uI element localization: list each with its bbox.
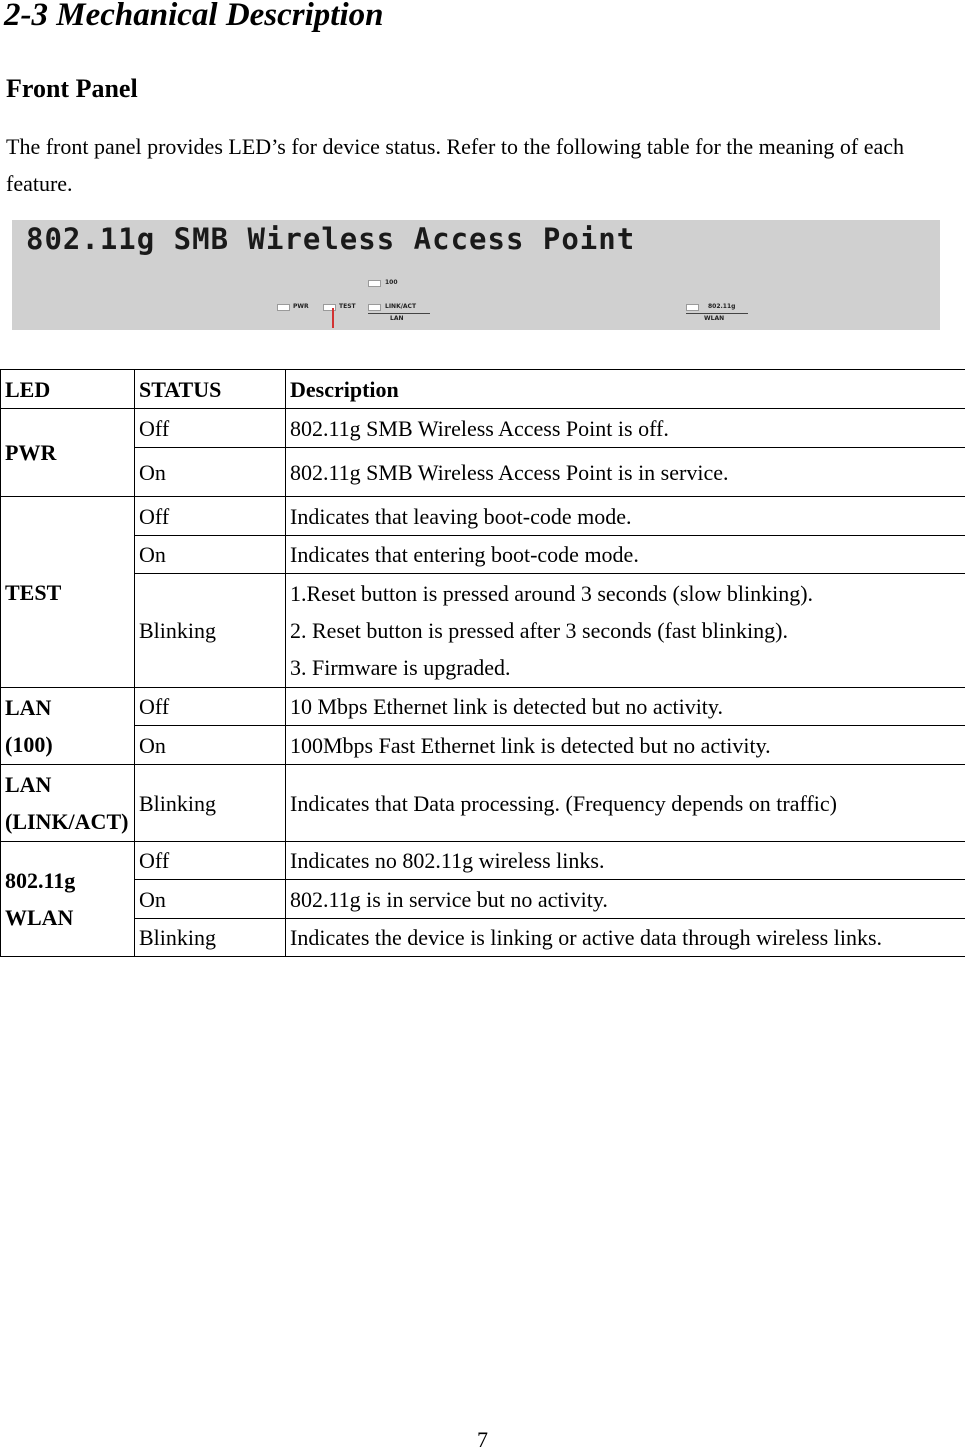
table-row bbox=[1, 688, 965, 726]
led-status-table bbox=[0, 369, 965, 957]
led-cell-lan-linkact bbox=[1, 765, 135, 842]
page-number: 7 bbox=[0, 1425, 965, 1455]
label-80211g: 802.11g bbox=[708, 303, 735, 310]
table-row bbox=[1, 536, 965, 574]
status-cell: Blinking bbox=[135, 919, 286, 957]
table-row bbox=[1, 574, 965, 688]
description-cell: 802.11g is in service but no activity. bbox=[286, 880, 965, 919]
status-cell: On bbox=[135, 726, 286, 765]
label-linkact: LINK/ACT bbox=[385, 303, 416, 310]
description-line: 3. Firmware is upgraded. bbox=[290, 649, 965, 686]
panel-product-label: 802.11g SMB Wireless Access Point bbox=[26, 222, 635, 256]
description-cell: Indicates that Data processing. (Frequency depends on traffic) bbox=[286, 765, 965, 842]
status-cell: On bbox=[135, 880, 286, 919]
table-row bbox=[1, 765, 965, 842]
led-wlan-indicator bbox=[686, 304, 699, 311]
description-cell: 10 Mbps Ethernet link is detected but no activity. bbox=[286, 688, 965, 726]
led-cell-pwr: PWR bbox=[1, 409, 135, 497]
intro-paragraph: The front panel provides LED’s for device status. Refer to the following table for the meaning of each feature. bbox=[6, 128, 956, 202]
led-pwr-indicator bbox=[277, 304, 290, 311]
status-cell: Blinking bbox=[135, 574, 286, 688]
led-name-line: LAN bbox=[5, 766, 134, 803]
led-100-indicator bbox=[368, 280, 381, 287]
description-cell: 802.11g SMB Wireless Access Point is off. bbox=[286, 409, 965, 448]
status-cell: On bbox=[135, 536, 286, 574]
status-cell: Off bbox=[135, 688, 286, 726]
led-linkact-indicator bbox=[368, 304, 381, 311]
status-cell: Off bbox=[135, 409, 286, 448]
description-cell: Indicates no 802.11g wireless links. bbox=[286, 842, 965, 880]
label-pwr: PWR bbox=[293, 303, 309, 310]
header-description: Description bbox=[286, 370, 965, 409]
status-cell: Blinking bbox=[135, 765, 286, 842]
description-line: 1.Reset button is pressed around 3 seconds (slow blinking). bbox=[290, 575, 965, 612]
description-line: 2. Reset button is pressed after 3 seconds (fast blinking). bbox=[290, 612, 965, 649]
label-lan: LAN bbox=[390, 315, 404, 322]
status-cell: On bbox=[135, 448, 286, 497]
led-cell-lan-100 bbox=[1, 688, 135, 765]
label-wlan: WLAN bbox=[704, 315, 724, 322]
description-cell bbox=[286, 574, 965, 688]
table-row bbox=[1, 842, 965, 880]
table-row bbox=[1, 880, 965, 919]
led-name-line: WLAN bbox=[5, 899, 134, 936]
led-name-line: LAN bbox=[5, 689, 134, 726]
front-panel-heading: Front Panel bbox=[6, 72, 138, 106]
header-led: LED bbox=[1, 370, 135, 409]
led-name-line: 802.11g bbox=[5, 862, 134, 899]
description-cell: Indicates that entering boot-code mode. bbox=[286, 536, 965, 574]
table-row bbox=[1, 409, 965, 448]
table-row bbox=[1, 448, 965, 497]
led-cell-test: TEST bbox=[1, 497, 135, 688]
description-cell: Indicates that leaving boot-code mode. bbox=[286, 497, 965, 536]
table-row bbox=[1, 726, 965, 765]
description-cell: Indicates the device is linking or active data through wireless links. bbox=[286, 919, 965, 957]
led-name-line: (LINK/ACT) bbox=[5, 803, 134, 840]
wlan-group-underline bbox=[686, 313, 748, 314]
table-row bbox=[1, 919, 965, 957]
status-cell: Off bbox=[135, 497, 286, 536]
led-test-indicator bbox=[323, 304, 336, 311]
label-100: 100 bbox=[385, 279, 398, 286]
led-name-line: (100) bbox=[5, 726, 134, 763]
header-status: STATUS bbox=[135, 370, 286, 409]
status-cell: Off bbox=[135, 842, 286, 880]
led-cell-wlan bbox=[1, 842, 135, 957]
lan-group-underline bbox=[368, 313, 430, 314]
table-header-row bbox=[1, 370, 965, 409]
reset-pointer-line bbox=[332, 308, 334, 328]
front-panel-image bbox=[12, 220, 940, 330]
description-cell: 802.11g SMB Wireless Access Point is in service. bbox=[286, 448, 965, 497]
label-test: TEST bbox=[339, 303, 356, 310]
table-row bbox=[1, 497, 965, 536]
description-cell: 100Mbps Fast Ethernet link is detected but no activity. bbox=[286, 726, 965, 765]
section-title: 2-3 Mechanical Description bbox=[4, 0, 383, 36]
